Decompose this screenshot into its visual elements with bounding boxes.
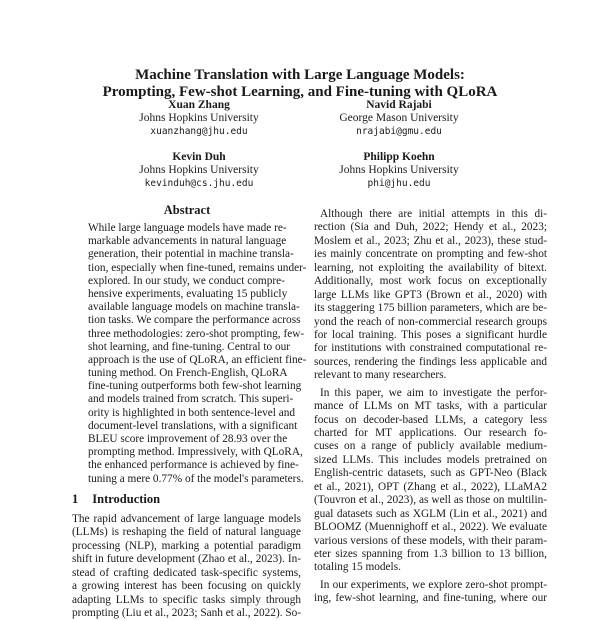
- author-name: Navid Rajabi: [366, 99, 432, 111]
- author-block: [299, 151, 499, 190]
- text-line: stead of crafting dedicated task-specific systems,: [72, 566, 301, 579]
- author-email[interactable]: phi@jhu.edu: [367, 178, 431, 189]
- text-line: eter sizes spanning from 1.3 billion to 13 billion,: [314, 547, 547, 560]
- text-line: for institutions with constrained computational re-: [314, 342, 547, 355]
- text-line: sized LLMs. This includes models pretrained on: [314, 453, 547, 466]
- author-affiliation: Johns Hopkins University: [139, 112, 259, 124]
- text-line: three methodologies: zero-shot prompting, few-: [88, 327, 305, 340]
- text-line: English-centric datasets, such as GPT-Neo (Black: [314, 467, 547, 480]
- text-line: tuning method. On French-English, QLoRA: [88, 367, 288, 380]
- text-line: Although there are initial attempts in this di-: [320, 208, 547, 220]
- text-line: the enhanced performance is achieved by fine-: [88, 459, 299, 472]
- text-line: gual datasets such as XGLM (Lin et al., 2021) and: [314, 507, 547, 520]
- text-line: yond the reach of non-commercial research groups: [314, 315, 547, 328]
- text-line: approach is the use of QLoRA, an efficient fine-: [88, 353, 307, 366]
- author-affiliation: George Mason University: [339, 112, 459, 124]
- text-line: charted for MT applications. Our research fo-: [314, 427, 547, 439]
- abstract-heading: Abstract: [163, 203, 211, 217]
- text-line: generation, their potential in machine transla-: [88, 248, 294, 261]
- text-line: ies mainly concentrate on prompting and few-shot: [314, 248, 547, 261]
- text-line: BLEU score improvement of 28.93 over the: [88, 433, 288, 445]
- text-line: relevant to many researchers.: [314, 369, 447, 382]
- intro-left-column: [72, 513, 301, 621]
- text-line: fine-tuning outperforms both few-shot learning: [88, 380, 302, 393]
- text-line: various versions of these models, with their param-: [314, 534, 547, 547]
- title-line-1: Machine Translation with Large Language Models:: [135, 67, 465, 83]
- text-line: tion tasks. We compare the performance across: [88, 314, 301, 327]
- text-line: tuning a mere 0.77% of the model's parameters.: [88, 472, 304, 485]
- text-line: (Touvron et al., 2023), as well as those on multilin-: [314, 494, 547, 507]
- text-line: sources, rendering the findings less applicable and: [314, 355, 547, 368]
- author-name: Xuan Zhang: [168, 99, 230, 111]
- text-line: ority is highlighted in both sentence-level and: [88, 406, 296, 419]
- intro-right-column: [314, 208, 547, 606]
- text-line: its staggering 175 billion parameters, which are be-: [314, 302, 547, 315]
- author-block: [299, 99, 499, 138]
- author-affiliation: Johns Hopkins University: [139, 164, 259, 176]
- text-line: large LLMs like GPT3 (Brown et al., 2020) with: [314, 288, 547, 301]
- text-line: In our experiments, we explore zero-shot prompt-: [320, 578, 547, 591]
- text-line: BLOOMZ (Muennighoff et al., 2022). We evaluate: [314, 521, 547, 534]
- paper-title: [0, 67, 600, 100]
- author-email[interactable]: kevinduh@cs.jhu.edu: [144, 178, 254, 189]
- section-number: 1: [72, 492, 79, 506]
- abstract-body: [88, 222, 307, 486]
- author-block: [99, 151, 299, 190]
- text-line: shot learning, and fine-tuning. Central to our: [88, 340, 291, 353]
- text-line: ing, few-shot learning, and fine-tuning, where our: [314, 592, 547, 605]
- text-line: markable advancements in natural language: [88, 235, 287, 248]
- author-name: Philipp Koehn: [363, 151, 435, 163]
- text-line: While large language models have made re-: [88, 222, 287, 234]
- text-line: learning, not exploiting the availability of bitext.: [314, 261, 547, 274]
- text-line: a growing interest has been focusing on quickly: [72, 580, 301, 593]
- text-line: available language models on machine transla-: [88, 301, 300, 314]
- text-line: processing (NLP), marking a potential paradigm: [72, 539, 301, 552]
- text-line: In this paper, we aim to investigate the perfor-: [320, 386, 547, 399]
- section-title: Introduction: [92, 492, 161, 506]
- text-line: totaling 15 models.: [314, 561, 401, 574]
- author-email[interactable]: xuanzhang@jhu.edu: [150, 126, 248, 137]
- text-line: prompting method. Impressively, with QLoRA,: [88, 446, 303, 459]
- author-name: Kevin Duh: [172, 151, 226, 163]
- text-line: rection (Sia and Duh, 2022; Hendy et al., 2023;: [314, 221, 547, 234]
- text-line: hensive experiments, evaluating 15 publicly: [88, 287, 288, 300]
- text-line: The rapid advancement of large language models: [72, 513, 301, 525]
- title-line-2: Prompting, Few-shot Learning, and Fine-tuning with QLoRA: [102, 83, 498, 100]
- text-line: shift in future development (Zhao et al., 2023). In-: [72, 553, 301, 566]
- text-line: for local training. This poses a significant hurdle: [314, 328, 547, 341]
- text-line: adapting LLMs to specific tasks simply through: [72, 593, 301, 606]
- text-line: et al., 2021), OPT (Zhang et al., 2022), LLaMA2: [314, 480, 547, 493]
- section-heading: [72, 492, 174, 507]
- text-line: and models trained from scratch. This superi-: [88, 393, 294, 406]
- text-line: mance of LLMs on MT tasks, with a particular: [314, 400, 547, 413]
- author-affiliation: Johns Hopkins University: [339, 164, 459, 176]
- text-line: Additionally, most work focus on exceptionally: [314, 275, 547, 288]
- text-line: Moslem et al., 2023; Zhu et al., 2023), these stud-: [314, 234, 547, 247]
- author-block: [99, 99, 299, 138]
- text-line: cuses on a range of publicly available medium-: [314, 440, 547, 453]
- text-line: prompting (Liu et al., 2023; Sanh et al., 2022). So-: [72, 607, 302, 620]
- text-line: focus on decoder-based LLMs, a category less: [314, 413, 547, 426]
- text-line: tion, especially when fine-tuned, remains under-: [88, 261, 307, 274]
- author-email[interactable]: nrajabi@gmu.edu: [356, 126, 442, 137]
- text-line: document-level translations, with a significant: [88, 419, 298, 432]
- text-line: explored. In our study, we conduct compre-: [88, 274, 285, 287]
- text-line: (LLMs) is reshaping the field of natural language: [72, 526, 301, 539]
